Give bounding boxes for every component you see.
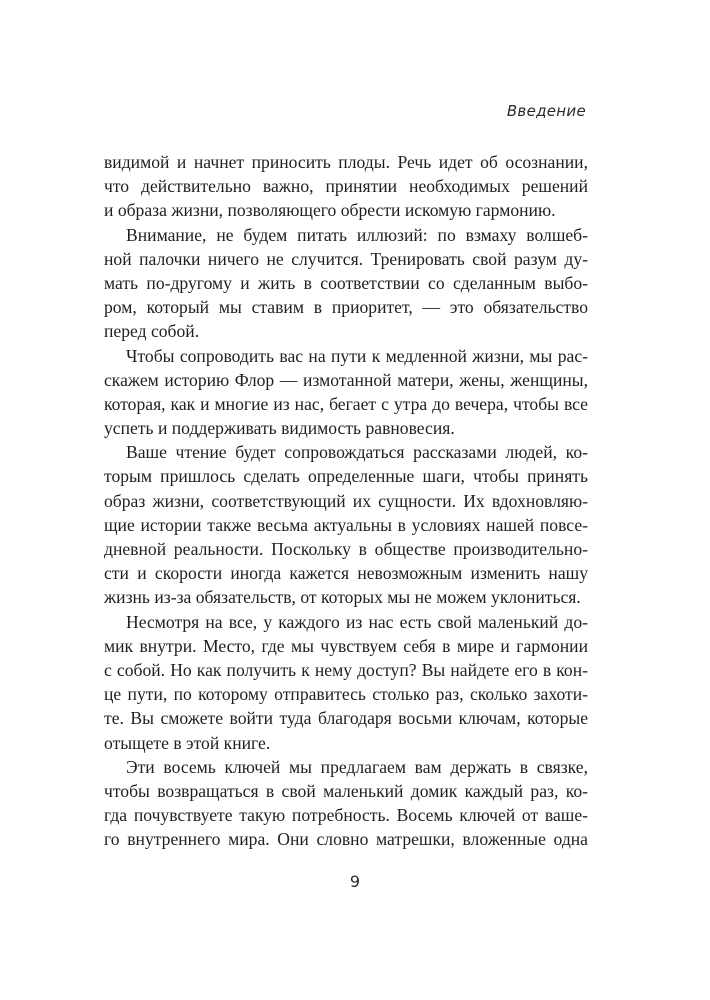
paragraph (104, 440, 588, 609)
running-header: Введение (506, 102, 586, 120)
text-line: отыщете в этой книге. (104, 732, 271, 753)
body-text (104, 150, 588, 851)
text-line: сти и скорости иногда кажется невозможным изменить нашу (104, 563, 588, 584)
text-line: жизнь из-за обязательств, от которых мы не можем уклониться. (104, 587, 581, 608)
text-line: гда почувствуете такую потребность. Восемь ключей от ваше- (104, 805, 588, 826)
text-line: что действительно важно, принятии необходимых решений (104, 176, 588, 197)
text-line: дневной реальности. Поскольку в обществе производительно- (104, 539, 588, 559)
text-line: с собой. Но как получить к нему доступ? Вы найдете его в кон- (104, 659, 588, 680)
text-line: торым пришлось сделать определенные шаги, чтобы принять (104, 466, 588, 487)
paragraph (104, 344, 588, 441)
text-line: скажем историю Флор — измотанной матери, жены, женщины, (104, 369, 588, 390)
text-line: Внимание, не будем питать иллюзий: по взмаху волшеб- (126, 224, 588, 245)
text-line: видимой и начнет приносить плоды. Речь идет об осознании, (104, 152, 588, 172)
paragraph (104, 610, 588, 755)
text-line: Несмотря на все, у каждого из нас есть свой маленький до- (126, 611, 588, 632)
text-line: Чтобы сопроводить вас на пути к медленной жизни, мы рас- (126, 345, 588, 366)
text-line: чтобы возвращаться в свой маленький домик каждый раз, ко- (104, 780, 588, 801)
text-line: те. Вы сможете войти туда благодаря восьми ключам, которые (104, 708, 588, 729)
paragraph (104, 150, 588, 223)
page-number: 9 (349, 872, 361, 891)
text-line: щие истории также весьма актуальны в условиях нашей повсе- (104, 514, 588, 535)
text-line: Ваше чтение будет сопровождаться рассказами людей, ко- (126, 442, 588, 463)
paragraph (104, 755, 588, 852)
text-line: го внутреннего мира. Они словно матрешки, вложенные одна (104, 829, 588, 850)
text-line: перед собой. (104, 321, 200, 342)
text-line: и образа жизни, позволяющего обрести искомую гармонию. (104, 200, 556, 221)
text-line: которая, как и многие из нас, бегает с утра до вечера, чтобы все (104, 393, 588, 414)
text-line: ной палочки ничего не случится. Тренировать свой разум ду- (104, 248, 588, 269)
text-line: мик внутри. Место, где мы чувствуем себя в мире и гармонии (104, 635, 588, 656)
paragraph (104, 223, 588, 344)
text-line: образ жизни, соответствующий их сущности. Их вдохновляю- (104, 490, 588, 511)
text-line: Эти восемь ключей мы предлагаем вам держать в связке, (126, 756, 588, 777)
text-line: мать по-другому и жить в соответствии со сделанным выбо- (104, 272, 588, 293)
text-line: це пути, по которому отправитесь столько раз, сколько захоти- (104, 684, 588, 705)
text-line: успеть и поддерживать видимость равновесия. (104, 418, 455, 439)
text-line: ром, который мы ставим в приоритет, — это обязательство (104, 297, 588, 318)
